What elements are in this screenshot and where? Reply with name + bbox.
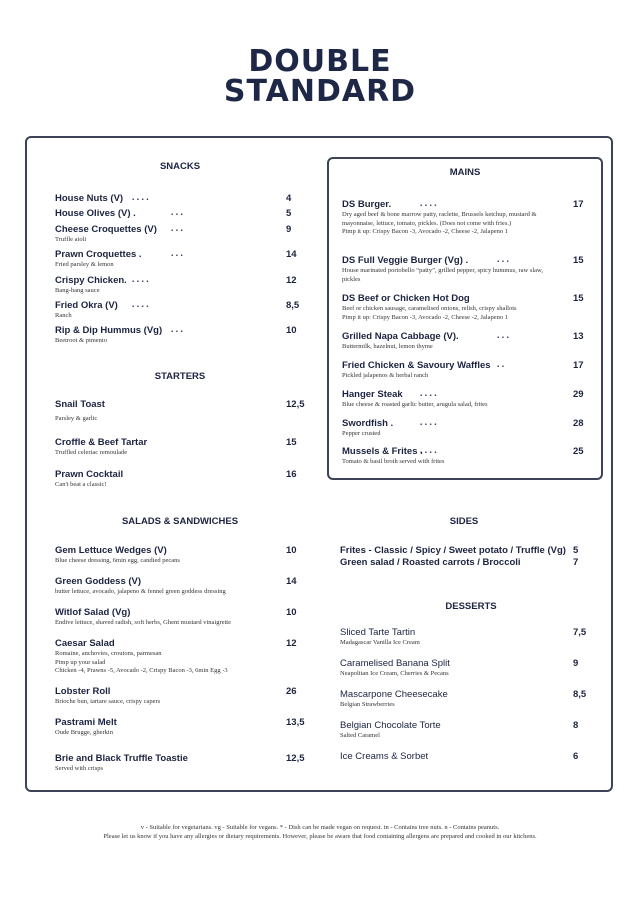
item-price: 25 bbox=[573, 446, 584, 457]
item-name: Sliced Tarte Tartin bbox=[340, 627, 416, 638]
item-name: Caesar Salad bbox=[55, 638, 115, 649]
item-name: Fried Okra (V) bbox=[55, 300, 118, 311]
item-description: Truffle aioli bbox=[55, 236, 87, 243]
item-description: Chicken -4, Prawns -5, Avocado -2, Crispy Bacon -3, 6min Egg -3 bbox=[55, 667, 228, 674]
item-description: Romaine, anchovies, croutons, parmesan bbox=[55, 650, 162, 657]
leader-dots: . . bbox=[497, 360, 505, 370]
item-name: Pastrami Melt bbox=[55, 717, 117, 728]
item-price: 10 bbox=[286, 325, 297, 336]
item-price: 6 bbox=[573, 751, 579, 762]
item-description: Madagascar Vanilla Ice Cream bbox=[340, 639, 420, 646]
item-name: Swordfish . bbox=[342, 418, 394, 429]
menu-item bbox=[342, 389, 488, 410]
item-price: 8 bbox=[573, 720, 579, 731]
item-description: Neapolitan Ice Cream, Cherries & Pecans bbox=[340, 670, 449, 677]
item-price: 12,5 bbox=[286, 399, 305, 410]
item-description: Pepper crusted bbox=[342, 430, 381, 437]
item-name: Hanger Steak bbox=[342, 389, 403, 400]
leader-dots: . . . . bbox=[420, 389, 437, 399]
menu-item bbox=[55, 275, 127, 296]
allergen-notice: Please let us know if you have any allergies or dietary requirements. However, please be aware that food containing allergens are prepared and cooked in our kitchens. bbox=[103, 833, 537, 840]
item-name: Mussels & Frites . bbox=[342, 446, 423, 457]
item-name: Frites - Classic / Spicy / Sweet potato / Truffle (Vg) bbox=[340, 545, 566, 556]
item-description: butter lettuce, avocado, jalapeno & fennel green goddess dressing bbox=[55, 588, 226, 595]
menu-item bbox=[55, 686, 160, 707]
item-name: Cheese Croquettes (V) bbox=[55, 224, 157, 235]
menu-item bbox=[55, 638, 228, 676]
item-description: Fried parsley & lemon bbox=[55, 261, 114, 268]
leader-dots: . . . bbox=[497, 331, 509, 341]
item-name: DS Burger. bbox=[342, 199, 392, 210]
menu-item bbox=[55, 576, 226, 597]
menu-item bbox=[342, 360, 491, 381]
item-price: 26 bbox=[286, 686, 297, 697]
leader-dots: . . . bbox=[171, 249, 183, 259]
item-name: Croffle & Beef Tartar bbox=[55, 437, 148, 448]
item-price: 17 bbox=[573, 199, 584, 210]
item-price: 28 bbox=[573, 418, 584, 429]
item-name: Ice Creams & Sorbet bbox=[340, 751, 429, 762]
menu-item bbox=[340, 627, 420, 648]
item-name: Caramelised Banana Split bbox=[340, 658, 450, 669]
item-description: Oude Brugge, gherkin bbox=[55, 729, 113, 736]
item-description: Salted Caramel bbox=[340, 732, 380, 739]
item-description: Brioche bun, tartare sauce, crispy capers bbox=[55, 698, 161, 705]
item-name: Lobster Roll bbox=[55, 686, 111, 697]
item-price: 4 bbox=[286, 193, 292, 204]
item-price: 12 bbox=[286, 638, 297, 649]
menu-item bbox=[342, 331, 459, 352]
item-description: pickles bbox=[342, 275, 361, 283]
brand-logo-line1: DOUBLE bbox=[248, 44, 392, 79]
item-price: 8,5 bbox=[286, 300, 300, 311]
item-name: Mascarpone Cheesecake bbox=[340, 689, 448, 700]
item-description: Pickled jalapenos & herbal ranch bbox=[342, 372, 429, 379]
item-name: Brie and Black Truffle Toastie bbox=[55, 753, 188, 764]
item-name: Prawn Cocktail bbox=[55, 469, 124, 480]
item-description: Dry aged beef & bone marrow patty, raclette, Brussels ketchup, mustard & bbox=[342, 211, 537, 218]
menu-item bbox=[55, 249, 142, 270]
menu-item bbox=[342, 293, 517, 322]
item-description: Blue cheese dressing, 6min egg, candied pecans bbox=[55, 557, 180, 564]
item-name: Gem Lettuce Wedges (V) bbox=[55, 545, 167, 556]
item-price: 15 bbox=[573, 255, 584, 266]
item-description: Beetroot & pimento bbox=[55, 337, 107, 344]
item-description: Belgian Strawberries bbox=[340, 701, 395, 708]
item-name: Snail Toast bbox=[55, 399, 105, 410]
item-price: 9 bbox=[573, 658, 579, 669]
menu-item bbox=[55, 469, 123, 490]
item-price: 13,5 bbox=[286, 717, 305, 728]
item-price: 7 bbox=[573, 557, 579, 568]
leader-dots: . . . . bbox=[420, 418, 437, 428]
item-price: 12,5 bbox=[286, 753, 305, 764]
item-name: House Nuts (V) bbox=[55, 193, 124, 204]
menu-item bbox=[55, 437, 147, 458]
item-price: 13 bbox=[573, 331, 584, 342]
item-price: 16 bbox=[286, 469, 297, 480]
menu-item bbox=[55, 607, 231, 628]
item-name: Fried Chicken & Savoury Waffles bbox=[342, 360, 491, 371]
item-name: Rip & Dip Hummus (Vg) bbox=[55, 325, 163, 336]
item-name: Green Goddess (V) bbox=[55, 576, 142, 587]
snacks-heading: SNACKS bbox=[159, 161, 201, 172]
item-price: 5 bbox=[286, 208, 292, 219]
menu-item bbox=[55, 399, 105, 424]
item-name: DS Full Veggie Burger (Vg) . bbox=[342, 255, 469, 266]
menu-item bbox=[342, 255, 543, 284]
item-price: 17 bbox=[573, 360, 584, 371]
menu-item bbox=[340, 720, 441, 741]
menu-item bbox=[340, 689, 448, 710]
salads-heading: SALADS & SANDWICHES bbox=[121, 516, 239, 527]
sides-heading: SIDES bbox=[449, 516, 479, 527]
item-description: Pimp it up: Crispy Bacon -3, Avocado -2, Cheese -2, Jalapeno 1 bbox=[342, 228, 508, 235]
item-price: 14 bbox=[286, 249, 297, 260]
leader-dots: . . . bbox=[497, 255, 509, 265]
menu-item bbox=[55, 545, 180, 566]
item-name: Crispy Chicken. bbox=[55, 275, 127, 286]
item-description: Beef or chicken sausage, caramelised onions, relish, crispy shallots bbox=[342, 305, 517, 312]
menu-item bbox=[55, 208, 136, 220]
item-name: Belgian Chocolate Torte bbox=[340, 720, 441, 731]
menu-item bbox=[55, 224, 157, 245]
mains-heading: MAINS bbox=[449, 167, 481, 178]
item-price: 12 bbox=[286, 275, 297, 286]
leader-dots: . . . . bbox=[420, 446, 437, 456]
starters-heading: STARTERS bbox=[154, 371, 206, 382]
item-price: 7,5 bbox=[573, 627, 587, 638]
item-price: 10 bbox=[286, 545, 297, 556]
menu-item bbox=[340, 545, 566, 557]
item-name: DS Beef or Chicken Hot Dog bbox=[342, 293, 470, 304]
item-description: Blue cheese & roasted garlic butter, arugula salad, frites bbox=[342, 401, 488, 408]
menu-item bbox=[55, 717, 117, 738]
dietary-legend: v - Suitable for vegetarians. vg - Suitable for vegans. * - Dish can be made vegan on request. tn - Contains tree nuts. n - Contains peanuts. bbox=[140, 824, 500, 831]
leader-dots: . . . . bbox=[132, 275, 149, 285]
item-price: 10 bbox=[286, 607, 297, 618]
item-description: House marinated portobello “patty”, grilled pepper, spicy hummus, raw slaw, bbox=[342, 267, 543, 274]
leader-dots: . . . . bbox=[132, 300, 149, 310]
item-description: Tomato & basil broth served with frites bbox=[342, 458, 445, 465]
leader-dots: . . . bbox=[171, 224, 183, 234]
item-price: 9 bbox=[286, 224, 292, 235]
item-description: Parsley & garlic bbox=[55, 415, 98, 422]
leader-dots: . . . bbox=[171, 208, 183, 218]
leader-dots: . . . . bbox=[420, 199, 437, 209]
leader-dots: . . . bbox=[171, 325, 183, 335]
item-name: House Olives (V) . bbox=[55, 208, 136, 219]
item-description: Can't beat a classic! bbox=[55, 481, 107, 488]
item-description: Served with crisps bbox=[55, 765, 104, 772]
item-name: Green salad / Roasted carrots / Broccoli bbox=[340, 557, 521, 568]
item-description: Ranch bbox=[55, 312, 72, 319]
menu-item bbox=[55, 300, 118, 321]
item-price: 14 bbox=[286, 576, 297, 587]
item-description: Bang-bang sauce bbox=[55, 287, 100, 294]
item-name: Prawn Croquettes . bbox=[55, 249, 142, 260]
item-price: 5 bbox=[573, 545, 579, 556]
menu-item bbox=[340, 658, 450, 679]
item-description: Endive lettuce, shaved radish, soft herbs, Ghent mustard vinaigrette bbox=[55, 619, 231, 626]
item-name: Witlof Salad (Vg) bbox=[55, 607, 131, 618]
item-description: Truffled celeriac remoulade bbox=[55, 449, 128, 456]
item-name: Grilled Napa Cabbage (V). bbox=[342, 331, 459, 342]
menu-item bbox=[342, 418, 393, 439]
menu-item bbox=[55, 325, 162, 346]
menu-item bbox=[55, 753, 188, 774]
menu-item bbox=[340, 751, 428, 763]
menu-item bbox=[340, 557, 521, 569]
item-price: 15 bbox=[573, 293, 584, 304]
menu-item bbox=[55, 193, 123, 205]
item-description: Pimp up your salad bbox=[55, 658, 106, 666]
menu-item bbox=[342, 199, 537, 237]
brand-logo-line2: STANDARD bbox=[223, 74, 417, 109]
item-description: Pimp it up: Crispy Bacon -3, Avocado -2, Cheese -2, Jalapeno 1 bbox=[342, 313, 508, 321]
item-description: Buttermilk, hazelnut, lemon thyme bbox=[342, 343, 433, 350]
item-price: 29 bbox=[573, 389, 584, 400]
desserts-heading: DESSERTS bbox=[445, 601, 497, 612]
item-price: 8,5 bbox=[573, 689, 587, 700]
item-price: 15 bbox=[286, 437, 297, 448]
item-description: mayonnaise, lettuce, tomato, pickles. (Does not come with fries.) bbox=[342, 219, 512, 227]
leader-dots: . . . . bbox=[132, 193, 149, 203]
